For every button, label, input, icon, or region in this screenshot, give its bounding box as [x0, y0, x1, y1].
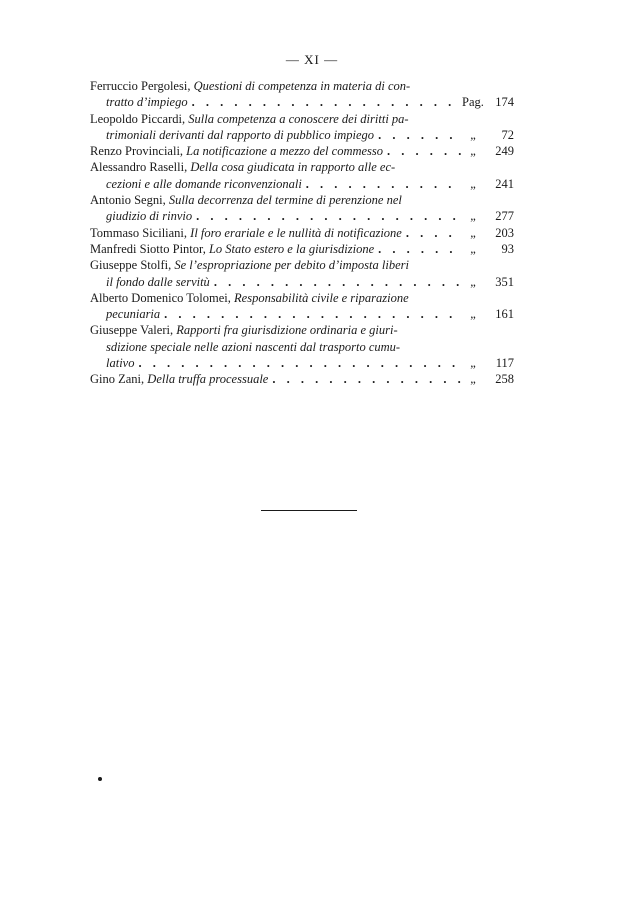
- entry-title: Questioni di competenza in materia di con-: [193, 79, 411, 93]
- entry-line: [90, 290, 514, 306]
- entry-line: [90, 143, 514, 159]
- dot-leader: [160, 306, 462, 322]
- entry-line: [90, 306, 514, 322]
- ditto-mark: „: [470, 176, 476, 191]
- entry-author: Giuseppe Stolfi,: [90, 258, 172, 273]
- index-entry: [90, 192, 514, 225]
- index-entry: [90, 159, 514, 192]
- index-entry: [90, 241, 514, 257]
- entry-line: [90, 208, 514, 224]
- entry-title-continued: tratto d’impiego: [106, 95, 188, 110]
- page-ref: 351: [495, 274, 514, 289]
- entry-line: [90, 78, 514, 94]
- entry-title: Il foro erariale e le nullità di notificazione: [190, 225, 402, 240]
- dot-leader: [134, 355, 462, 371]
- dot-leader: [210, 274, 462, 290]
- entry-line: [90, 225, 514, 241]
- dot-leader: [402, 225, 462, 241]
- ditto-mark: „: [470, 356, 476, 371]
- entry-title-continued: lativo: [106, 356, 135, 371]
- dot-leader: [302, 176, 462, 192]
- page-ref: 258: [495, 372, 514, 387]
- ditto-mark: „: [470, 372, 476, 387]
- index-entry: [90, 143, 514, 159]
- entry-title: Sulla competenza a conoscere dei diritti pa-: [188, 111, 409, 126]
- ditto-mark: „: [470, 274, 476, 289]
- entry-line: [90, 176, 514, 192]
- entry-author: Manfredi Siotto Pintor,: [90, 241, 206, 256]
- entry-line: [90, 111, 514, 127]
- entry-title-continued: pecuniaria: [106, 307, 161, 322]
- page-ref: 93: [501, 241, 514, 256]
- page-ref: 203: [495, 225, 514, 240]
- index-entry: [90, 111, 514, 144]
- section-divider: [261, 510, 357, 511]
- entry-title-continued: il fondo dalle servitù: [106, 274, 210, 289]
- entry-author: Alessandro Raselli,: [90, 160, 188, 175]
- ditto-mark: „: [470, 127, 476, 142]
- index-list: [90, 78, 514, 388]
- index-entry: [90, 257, 514, 290]
- entry-title: Lo Stato estero e la giurisdizione: [208, 241, 375, 256]
- entry-line: [90, 127, 514, 143]
- entry-author: Tommaso Siciliani,: [90, 225, 188, 240]
- page-ref: 174: [495, 95, 514, 110]
- entry-title-continued: giudizio di rinvio: [106, 209, 193, 224]
- entry-author: Renzo Provinciali,: [90, 144, 184, 159]
- index-entry: [90, 78, 514, 111]
- page-number: — XI —: [285, 52, 339, 67]
- entry-line: [90, 94, 514, 110]
- page-ref: 161: [495, 307, 514, 322]
- dot-leader: [374, 241, 462, 257]
- entry-line: [90, 159, 514, 175]
- entry-title: Della truffa processuale: [147, 372, 269, 387]
- entry-line: [90, 257, 514, 273]
- entry-author: Ferruccio Pergolesi,: [90, 79, 191, 93]
- entry-author: Giuseppe Valeri,: [90, 323, 174, 338]
- page-ref: 72: [501, 127, 514, 142]
- ditto-mark: „: [470, 241, 476, 256]
- page-ref: 241: [495, 176, 514, 191]
- dot-leader: [383, 143, 462, 159]
- entry-line: [90, 274, 514, 290]
- ditto-mark: „: [470, 225, 476, 240]
- entry-author: Leopoldo Piccardi,: [90, 111, 186, 126]
- entry-title: Della cosa giudicata in rapporto alle ec-: [190, 160, 396, 175]
- ink-speck: [98, 777, 102, 781]
- index-entry: [90, 225, 514, 241]
- entry-title-continued: sdizione speciale nelle azioni nascenti dal trasporto cumu-: [106, 339, 401, 354]
- page-ref: 249: [495, 144, 514, 159]
- entry-line: [90, 371, 514, 387]
- entry-title-continued: trimoniali derivanti dal rapporto di pubblico impiego: [106, 127, 375, 142]
- page-label: Pag.: [462, 95, 484, 110]
- dot-leader: [192, 208, 462, 224]
- entry-author: Gino Zani,: [90, 372, 145, 387]
- entry-title: Rapporti fra giurisdizione ordinaria e giuri-: [176, 323, 398, 338]
- index-entry: [90, 371, 514, 387]
- entry-title-continued: cezioni e alle domande riconvenzionali: [106, 176, 302, 191]
- entry-line: [90, 322, 514, 338]
- entry-title: Sulla decorrenza del termine di perenzione nel: [168, 193, 402, 208]
- ditto-mark: „: [470, 307, 476, 322]
- dot-leader: [374, 127, 462, 143]
- page-ref: 117: [495, 356, 514, 371]
- entry-line: [90, 355, 514, 371]
- entry-title: La notificazione a mezzo del commesso: [186, 144, 384, 159]
- index-entry: [90, 290, 514, 323]
- entry-line: [90, 339, 514, 355]
- index-entry: [90, 322, 514, 371]
- entry-author: Alberto Domenico Tolomei,: [90, 290, 231, 305]
- ditto-mark: „: [470, 209, 476, 224]
- entry-title: Responsabilità civile e riparazione: [234, 290, 409, 305]
- entry-author: Antonio Segni,: [90, 193, 166, 208]
- entry-title: Se l’espropriazione per debito d’imposta liberi: [174, 258, 409, 273]
- dot-leader: [268, 371, 462, 387]
- entry-line: [90, 241, 514, 257]
- page-ref: 277: [495, 209, 514, 224]
- entry-line: [90, 192, 514, 208]
- dot-leader: [188, 94, 462, 110]
- ditto-mark: „: [470, 144, 476, 159]
